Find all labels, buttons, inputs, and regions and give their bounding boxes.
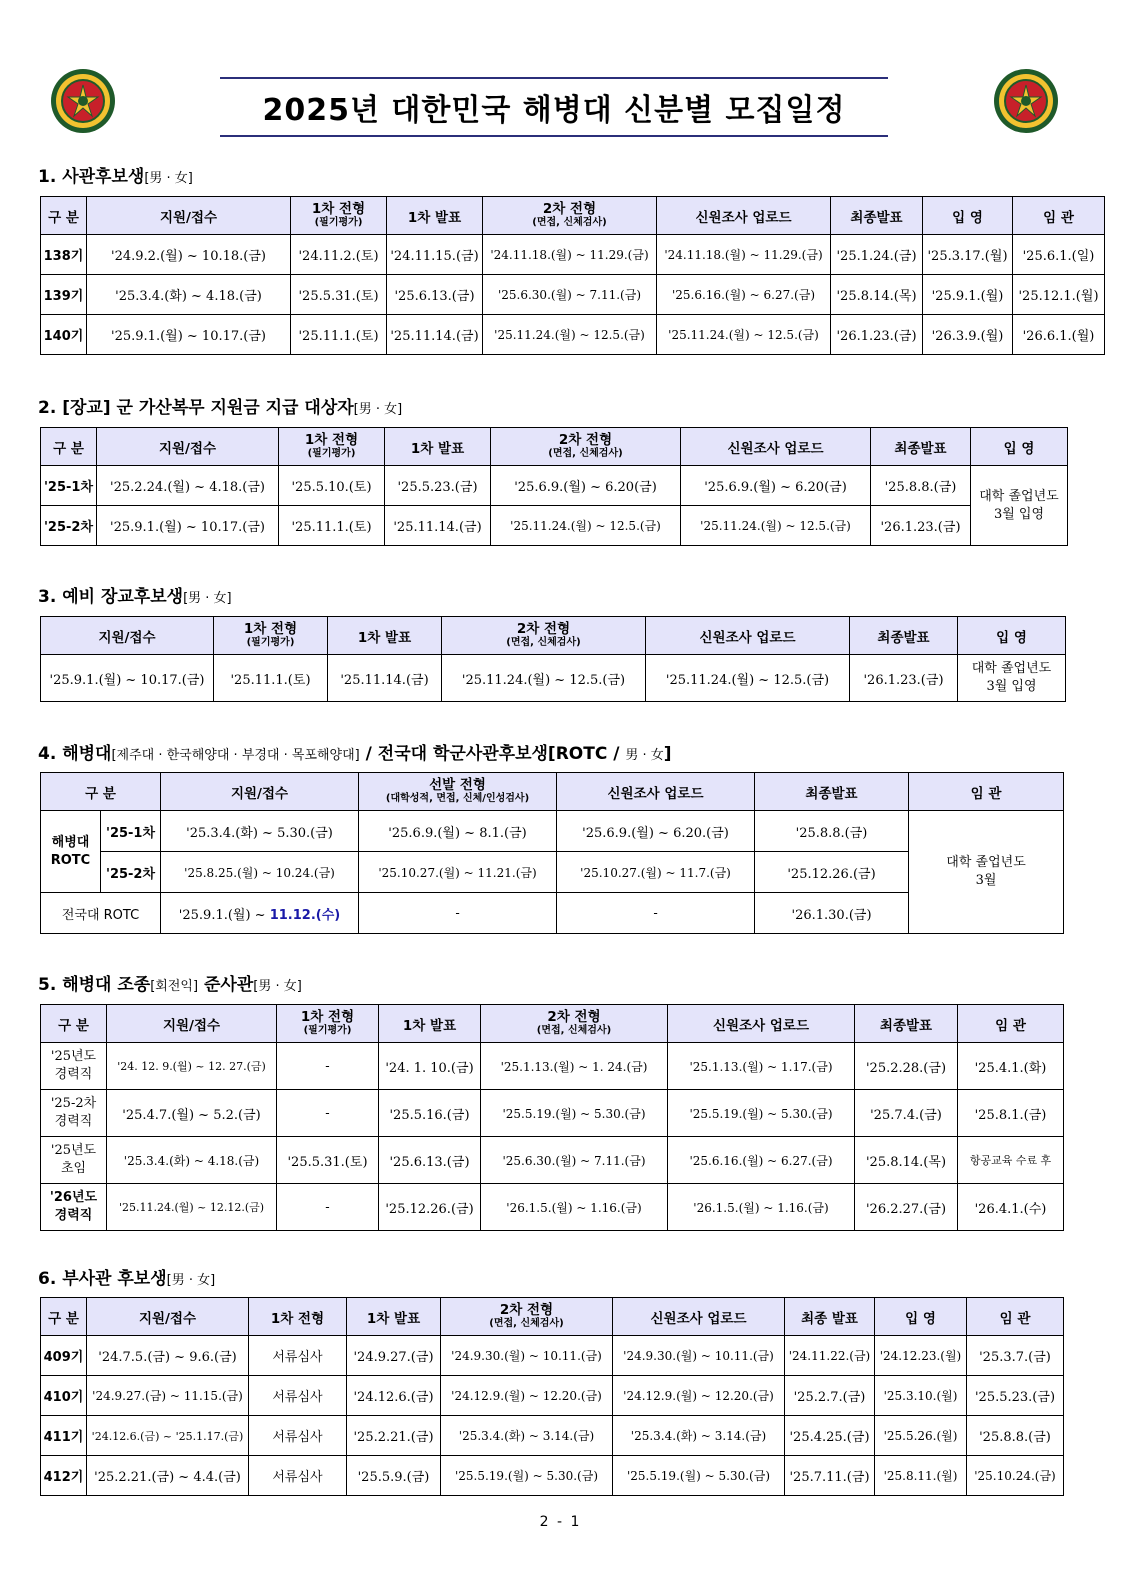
cell: '24. 12. 9.(월) ~ 12. 27.(금): [107, 1043, 277, 1090]
cell: '24.12.9.(월) ~ 12.20.(금): [613, 1376, 785, 1416]
cell: 410기: [41, 1376, 87, 1416]
col-header: 지원/접수: [161, 773, 359, 811]
cell: '25.2.24.(월) ~ 4.18.(금): [97, 466, 279, 506]
cell: '24.9.30.(월) ~ 10.11.(금): [441, 1336, 613, 1376]
page-number: 2 - 1: [539, 1514, 582, 1530]
cell: '25.11.1.(토): [291, 315, 387, 355]
cell: '25.10.27.(월) ~ 11.7.(금): [557, 852, 755, 893]
cell: '25-2차 경력직: [41, 1090, 107, 1137]
cell: -: [359, 893, 557, 934]
merged-line-1: 대학 졸업년도: [971, 661, 1052, 676]
cell: '25년도 초임: [41, 1137, 107, 1184]
table-row: [41, 1416, 1064, 1456]
header-row: [41, 617, 1066, 655]
cell: '24.12.6.(금): [347, 1376, 441, 1416]
col-header: 신원조사 업로드: [557, 773, 755, 811]
col-header: 1차 발표: [328, 617, 442, 655]
col-header: 1차 전형 (필기평가): [291, 197, 387, 235]
marine-corps-emblem-right: [993, 68, 1059, 134]
cell: '25.2.21.(금) ~ 4.4.(금): [87, 1456, 249, 1496]
cell: '25.3.17.(월): [923, 235, 1013, 275]
table-pilot-warrant-officer: [40, 1004, 1064, 1231]
col-header: 선발 전형 (대학성적, 면접, 신체/인성검사): [359, 773, 557, 811]
header-row: [41, 1005, 1064, 1043]
cell: '25-2차: [101, 852, 161, 893]
col-header: 1차 발표: [347, 1298, 441, 1336]
table-row: [41, 506, 1068, 546]
col-header: 1차 전형: [249, 1298, 347, 1336]
cell: '25.6.16.(월) ~ 6.27.(금): [657, 275, 831, 315]
cell: '26.1.30.(금): [755, 893, 909, 934]
cell: '25.2.21.(금): [347, 1416, 441, 1456]
section-5-title-c: 준사관: [198, 975, 254, 995]
cell: '25.11.1.(토): [279, 506, 385, 546]
page-title: 2025년 대한민국 해병대 신분별 모집일정: [262, 93, 846, 128]
cell: '25.11.24.(월) ~ 12.12.(금): [107, 1184, 277, 1231]
section-1-title-text: 1. 사관후보생: [38, 167, 145, 187]
cell: '26.3.9.(월): [923, 315, 1013, 355]
cell: -: [557, 893, 755, 934]
cell: '25.2.7.(금): [785, 1376, 875, 1416]
merged-line-2: 3월 입영: [993, 506, 1045, 522]
cell: '26.6.1.(월): [1013, 315, 1105, 355]
col-header: 입 영: [971, 428, 1068, 466]
marine-corps-emblem-left: [50, 68, 116, 134]
cell-group-label: 해병대 ROTC: [41, 811, 101, 893]
cell: '25.6.9.(월) ~ 6.20.(금): [557, 811, 755, 852]
cell: '25.8.11.(월): [875, 1456, 967, 1496]
cell: '25.12.26.(금): [755, 852, 909, 893]
header-row: [41, 773, 1064, 811]
cell: '25.8.14.(목): [831, 275, 923, 315]
cell: '25.11.24.(월) ~ 12.5.(금): [491, 506, 681, 546]
cell: '26.1.5.(월) ~ 1.16.(금): [481, 1184, 668, 1231]
cell: '25.9.1.(월) ~ 10.17.(금): [87, 315, 291, 355]
cell: '25.8.8.(금): [755, 811, 909, 852]
cell: '25.11.14.(금): [328, 655, 442, 702]
cell: '25.11.14.(금): [387, 315, 483, 355]
cell: '25.5.19.(월) ~ 5.30.(금): [613, 1456, 785, 1496]
table-row: [41, 235, 1105, 275]
section-5-tag: [男 · 女]: [253, 979, 302, 994]
table-row: [41, 315, 1105, 355]
section-4-title-a: 4. 해병대: [38, 744, 112, 764]
cell: '25.8.8.(금): [967, 1416, 1064, 1456]
section-4-title-e: ]: [663, 744, 672, 764]
cell: '25.11.24.(월) ~ 12.5.(금): [442, 655, 646, 702]
col-header: 입 영: [923, 197, 1013, 235]
merged-line-2: 3월 입영: [986, 679, 1037, 694]
cell: '26.2.27.(금): [855, 1184, 958, 1231]
cell: '25.5.19.(월) ~ 5.30.(금): [481, 1090, 668, 1137]
cell: '25.6.9.(월) ~ 6.20(금): [681, 466, 871, 506]
cell: '24.11.18.(월) ~ 11.29.(금): [657, 235, 831, 275]
cell: '25.5.26.(월): [875, 1416, 967, 1456]
header-row: [41, 1298, 1064, 1336]
merged-line-2: 3월: [975, 873, 997, 888]
cell: '25.9.1.(월) ~ 10.17.(금): [97, 506, 279, 546]
cell: 409기: [41, 1336, 87, 1376]
cell: '25.5.16.(금): [379, 1090, 481, 1137]
cell: 서류심사: [249, 1416, 347, 1456]
cell: '24.11.18.(월) ~ 11.29.(금): [483, 235, 657, 275]
cell: '26.1.23.(금): [831, 315, 923, 355]
col-header: 임 관: [967, 1298, 1064, 1336]
col-header: 신원조사 업로드: [657, 197, 831, 235]
col-header: 입 영: [875, 1298, 967, 1336]
col-header: 구 분: [41, 1298, 87, 1336]
table-officer-candidate: [40, 196, 1105, 355]
cell: '24.9.27.(금): [347, 1336, 441, 1376]
cell: '25.3.4.(화) ~ 3.14.(금): [613, 1416, 785, 1456]
col-header: 최종발표: [850, 617, 958, 655]
cell: '25.1.13.(월) ~ 1. 24.(금): [481, 1043, 668, 1090]
section-6-title-text: 6. 부사관 후보생: [38, 1269, 167, 1289]
cell: '26년도 경력직: [41, 1184, 107, 1231]
col-header: 2차 전형 (면접, 신체검사): [441, 1298, 613, 1336]
col-header: 2차 전형 (면접, 신체검사): [442, 617, 646, 655]
cell: '25.6.9.(월) ~ 8.1.(금): [359, 811, 557, 852]
table-row: [41, 1090, 1064, 1137]
cell: 139기: [41, 275, 87, 315]
cell-merged-enlistment: [958, 655, 1066, 702]
col-header: 입 영: [958, 617, 1066, 655]
col-header: 신원조사 업로드: [681, 428, 871, 466]
cell: '24.12.9.(월) ~ 12.20.(금): [441, 1376, 613, 1416]
cell: -: [277, 1184, 379, 1231]
cell: '26.1.23.(금): [871, 506, 971, 546]
section-1-tag: [男 · 女]: [144, 171, 193, 186]
cell: '25.4.25.(금): [785, 1416, 875, 1456]
header-row: [41, 197, 1105, 235]
cell: '25.7.11.(금): [785, 1456, 875, 1496]
section-3-title: [38, 582, 232, 607]
col-header: 구 분: [41, 197, 87, 235]
cell: '25.9.1.(월) ~ 10.17.(금): [41, 655, 214, 702]
cell: '24.11.22.(금): [785, 1336, 875, 1376]
cell: '25.8.1.(금): [958, 1090, 1064, 1137]
cell: '25.11.1.(토): [214, 655, 328, 702]
section-4-title-d: 男 · 女: [625, 748, 664, 763]
cell: '24.11.15.(금): [387, 235, 483, 275]
col-header: 2차 전형 (면접, 신체검사): [481, 1005, 668, 1043]
section-3-title-text: 3. 예비 장교후보생: [38, 587, 184, 607]
section-2-title: [38, 393, 402, 418]
col-header: 임 관: [958, 1005, 1064, 1043]
col-header: 1차 전형 (필기평가): [279, 428, 385, 466]
cell: '24.9.2.(월) ~ 10.18.(금): [87, 235, 291, 275]
section-4-title-c: / 전국대 학군사관후보생[ROTC /: [359, 744, 626, 764]
cell: '25년도 경력직: [41, 1043, 107, 1090]
cell: '24.12.23.(월): [875, 1336, 967, 1376]
cell: '25.4.1.(화): [958, 1043, 1064, 1090]
cell: 전국대 ROTC: [41, 893, 161, 934]
cell: '25.6.30.(월) ~ 7.11.(금): [481, 1137, 668, 1184]
cell: 138기: [41, 235, 87, 275]
cell: '25.5.23.(금): [967, 1376, 1064, 1416]
title-box: [220, 77, 888, 137]
cell: '24.11.2.(토): [291, 235, 387, 275]
col-header: 1차 전형 (필기평가): [277, 1005, 379, 1043]
table-row: [41, 1137, 1064, 1184]
section-4-title-b: [제주대 · 한국해양대 · 부경대 · 목포해양대]: [111, 748, 360, 763]
col-header: 구 분: [41, 773, 161, 811]
col-header: 신원조사 업로드: [613, 1298, 785, 1336]
col-header: 지원/접수: [87, 1298, 249, 1336]
cell: '25-1차: [101, 811, 161, 852]
cell: '25-2차: [41, 506, 97, 546]
cell: 412기: [41, 1456, 87, 1496]
section-5-title: [38, 970, 302, 995]
cell: '25.12.1.(월): [1013, 275, 1105, 315]
table-row: [41, 655, 1066, 702]
cell: '25.6.9.(월) ~ 6.20(금): [491, 466, 681, 506]
col-header: 1차 발표: [387, 197, 483, 235]
cell: '24.7.5.(금) ~ 9.6.(금): [87, 1336, 249, 1376]
cell: -: [277, 1090, 379, 1137]
cell: '25.2.28.(금): [855, 1043, 958, 1090]
table-row: [41, 275, 1105, 315]
cell: '26.1.23.(금): [850, 655, 958, 702]
cell: '24.9.27.(금) ~ 11.15.(금): [87, 1376, 249, 1416]
section-5-title-b: [회전익]: [150, 979, 199, 994]
cell: '24. 1. 10.(금): [379, 1043, 481, 1090]
cell: '24.12.6.(금) ~ '25.1.17.(금): [87, 1416, 249, 1456]
cell: 140기: [41, 315, 87, 355]
col-header: 최종발표: [755, 773, 909, 811]
col-header: 지원/접수: [107, 1005, 277, 1043]
cell: 서류심사: [249, 1376, 347, 1416]
col-header: 구 분: [41, 428, 97, 466]
col-header: 최종 발표: [785, 1298, 875, 1336]
section-4-title: [38, 739, 672, 764]
table-row: [41, 1376, 1064, 1416]
col-header: 구 분: [41, 1005, 107, 1043]
cell: '26.4.1.(수): [958, 1184, 1064, 1231]
cell: '25.6.13.(금): [379, 1137, 481, 1184]
table-military-service-subsidy: [40, 427, 1068, 546]
cell: '25.3.4.(화) ~ 3.14.(금): [441, 1416, 613, 1456]
col-header: 1차 전형 (필기평가): [214, 617, 328, 655]
cell: '25.5.23.(금): [385, 466, 491, 506]
table-row: [41, 1184, 1064, 1231]
cell: 항공교육 수료 후: [958, 1137, 1064, 1184]
cell: '25.5.10.(토): [279, 466, 385, 506]
cell: 411기: [41, 1416, 87, 1456]
cell: '25.6.13.(금): [387, 275, 483, 315]
cell-merged-enlistment: [971, 466, 1068, 546]
col-header: 최종발표: [855, 1005, 958, 1043]
cell: '25.12.26.(금): [379, 1184, 481, 1231]
section-6-title: [38, 1264, 215, 1289]
cell: '25.5.19.(월) ~ 5.30.(금): [441, 1456, 613, 1496]
cell: -: [277, 1043, 379, 1090]
cell: '25.3.7.(금): [967, 1336, 1064, 1376]
section-5-title-a: 5. 해병대 조종: [38, 975, 151, 995]
cell: '24.9.30.(월) ~ 10.11.(금): [613, 1336, 785, 1376]
col-header: 1차 발표: [379, 1005, 481, 1043]
cell: '25.11.14.(금): [385, 506, 491, 546]
cell: '25.8.8.(금): [871, 466, 971, 506]
cell: '25.5.9.(금): [347, 1456, 441, 1496]
cell: '25.7.4.(금): [855, 1090, 958, 1137]
col-header: 신원조사 업로드: [646, 617, 850, 655]
cell: '25.3.4.(화) ~ 4.18.(금): [87, 275, 291, 315]
cell: '25.5.31.(토): [277, 1137, 379, 1184]
merged-line-1: 대학 졸업년도: [979, 488, 1059, 504]
header-row: [41, 428, 1068, 466]
cell-merged-commission: [909, 811, 1064, 934]
cell: '26.1.5.(월) ~ 1.16.(금): [668, 1184, 855, 1231]
section-2-tag: [男 · 女]: [353, 402, 403, 417]
cell: '25.9.1.(월) ~ 11.12.(수): [161, 893, 359, 934]
cell: 서류심사: [249, 1336, 347, 1376]
col-header: 지원/접수: [87, 197, 291, 235]
col-header: 최종발표: [831, 197, 923, 235]
table-rotc: [40, 772, 1064, 934]
cell: 서류심사: [249, 1456, 347, 1496]
section-6-tag: [男 · 女]: [166, 1273, 216, 1288]
cell: '25.1.13.(월) ~ 1.17.(금): [668, 1043, 855, 1090]
cell: '25.11.24.(월) ~ 12.5.(금): [681, 506, 871, 546]
cell: '25.11.24.(월) ~ 12.5.(금): [657, 315, 831, 355]
col-header: 2차 전형 (면접, 신체검사): [491, 428, 681, 466]
table-reserve-officer: [40, 616, 1066, 702]
table-nco-candidate: [40, 1297, 1064, 1496]
cell: '25.3.4.(화) ~ 5.30.(금): [161, 811, 359, 852]
table-row: [41, 811, 1064, 852]
cell: '25.3.4.(화) ~ 4.18.(금): [107, 1137, 277, 1184]
col-header: 지원/접수: [97, 428, 279, 466]
section-2-title-text: 2. [장교] 군 가산복무 지원금 지급 대상자: [38, 398, 354, 418]
col-header: 신원조사 업로드: [668, 1005, 855, 1043]
cell: '25.1.24.(금): [831, 235, 923, 275]
cell: '25.11.24.(월) ~ 12.5.(금): [483, 315, 657, 355]
cell: '25.4.7.(월) ~ 5.2.(금): [107, 1090, 277, 1137]
cell: '25.11.24.(월) ~ 12.5.(금): [646, 655, 850, 702]
cell: '25.3.10.(월): [875, 1376, 967, 1416]
table-row: [41, 1043, 1064, 1090]
cell: '25.10.27.(월) ~ 11.21.(금): [359, 852, 557, 893]
cell: '25.8.14.(목): [855, 1137, 958, 1184]
cell: '25.9.1.(월): [923, 275, 1013, 315]
col-header: 임 관: [1013, 197, 1105, 235]
cell: '25.8.25.(월) ~ 10.24.(금): [161, 852, 359, 893]
cell: '25.6.16.(월) ~ 6.27.(금): [668, 1137, 855, 1184]
col-header: 1차 발표: [385, 428, 491, 466]
table-row: [41, 466, 1068, 506]
cell: '25-1차: [41, 466, 97, 506]
col-header: 최종발표: [871, 428, 971, 466]
section-3-tag: [男 · 女]: [183, 591, 232, 606]
cell: '25.6.1.(일): [1013, 235, 1105, 275]
section-1-title: [38, 162, 193, 187]
cell: '25.5.31.(토): [291, 275, 387, 315]
table-row: [41, 1336, 1064, 1376]
cell: '25.6.30.(월) ~ 7.11.(금): [483, 275, 657, 315]
merged-line-1: 대학 졸업년도: [946, 855, 1026, 870]
col-header: 2차 전형 (면접, 신체검사): [483, 197, 657, 235]
cell: '25.5.19.(월) ~ 5.30.(금): [668, 1090, 855, 1137]
col-header: 임 관: [909, 773, 1064, 811]
col-header: 지원/접수: [41, 617, 214, 655]
table-row: [41, 1456, 1064, 1496]
cell: '25.10.24.(금): [967, 1456, 1064, 1496]
